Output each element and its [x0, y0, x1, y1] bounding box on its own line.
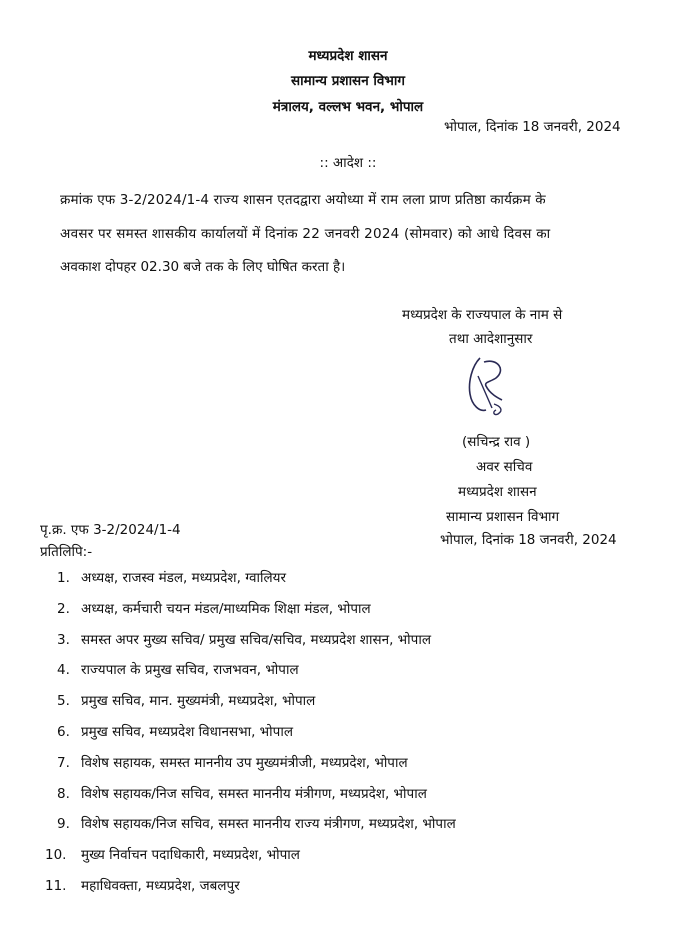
list-item	[57, 630, 456, 661]
list-item-number: 7.	[57, 754, 70, 771]
list-item	[45, 845, 456, 876]
list-item	[57, 722, 456, 753]
order-body-line-2: अवसर पर समस्त शासकीय कार्यालयों में दिनांक 22 जनवरी 2024 (सोमवार) को आधे दिवस का	[60, 226, 551, 242]
list-item-number: 1.	[57, 570, 70, 586]
recipients-list	[45, 568, 456, 907]
list-item-text: मुख्य निर्वाचन पदाधिकारी, मध्यप्रदेश, भोपाल	[81, 847, 300, 864]
order-title: :: आदेश ::	[319, 155, 377, 171]
authority-line-2: तथा आदेशानुसार	[449, 331, 533, 347]
list-item	[57, 599, 456, 630]
list-item	[57, 784, 456, 815]
list-item-text: समस्त अपर मुख्य सचिव/ प्रमुख सचिव/सचिव, मध्यप्रदेश शासन, भोपाल	[81, 631, 431, 648]
signatory-designation: अवर सचिव	[476, 459, 533, 475]
list-item-number: 2.	[57, 600, 70, 617]
order-date: भोपाल, दिनांक 18 जनवरी, 2024	[444, 119, 621, 135]
list-item-number: 5.	[57, 693, 70, 710]
list-item	[57, 814, 456, 845]
copy-to-label: प्रतिलिपि:-	[40, 544, 93, 560]
signature-image	[458, 352, 518, 422]
list-item-text: विशेष सहायक/निज सचिव, समस्त माननीय राज्य मंत्रीगण, मध्यप्रदेश, भोपाल	[81, 816, 456, 833]
authority-line-1: मध्यप्रदेश के राज्यपाल के नाम से	[402, 307, 563, 323]
signatory-name: (सचिन्द्र राव )	[462, 434, 531, 450]
list-item-text: महाधिवक्ता, मध्यप्रदेश, जबलपुर	[81, 877, 240, 894]
list-item-number: 8.	[57, 785, 70, 802]
list-item-number: 6.	[57, 723, 70, 740]
list-item	[57, 691, 456, 722]
order-body-line-1: क्रमांक एफ 3-2/2024/1-4 राज्य शासन एतदद्वारा अयोध्या में राम लला प्राण प्रतिष्ठा कार्यक्रम के	[60, 192, 546, 208]
list-item-text: राज्यपाल के प्रमुख सचिव, राजभवन, भोपाल	[81, 662, 299, 679]
list-item-number: 10.	[45, 847, 67, 864]
list-item-text: प्रमुख सचिव, मान. मुख्यमंत्री, मध्यप्रदेश, भोपाल	[81, 693, 316, 710]
list-item-number: 9.	[57, 816, 70, 833]
list-item-number: 11.	[45, 877, 67, 894]
list-item	[45, 876, 456, 907]
header-address: मंत्रालय, वल्लभ भवन, भोपाल	[272, 99, 424, 115]
list-item-number: 3.	[57, 631, 70, 648]
list-item-text: अध्यक्ष, कर्मचारी चयन मंडल/माध्यमिक शिक्षा मंडल, भोपाल	[81, 600, 371, 617]
list-item-text: विशेष सहायक, समस्त माननीय उप मुख्यमंत्रीजी, मध्यप्रदेश, भोपाल	[81, 754, 408, 771]
signatory-office-1: मध्यप्रदेश शासन	[458, 484, 537, 500]
header-department: सामान्य प्रशासन विभाग	[291, 73, 405, 89]
list-item	[57, 568, 456, 599]
list-item	[57, 753, 456, 784]
order-body-line-3: अवकाश दोपहर 02.30 बजे तक के लिए घोषित करता है।	[60, 259, 346, 275]
endorsement-ref: पृ.क्र. एफ 3-2/2024/1-4	[40, 522, 181, 538]
list-item-text: विशेष सहायक/निज सचिव, समस्त माननीय मंत्रीगण, मध्यप्रदेश, भोपाल	[81, 785, 427, 802]
signatory-date: भोपाल, दिनांक 18 जनवरी, 2024	[440, 532, 617, 548]
list-item	[57, 660, 456, 691]
signatory-office-2: सामान्य प्रशासन विभाग	[446, 509, 560, 525]
header-government: मध्यप्रदेश शासन	[308, 48, 388, 64]
list-item-number: 4.	[57, 662, 70, 679]
list-item-text: अध्यक्ष, राजस्व मंडल, मध्यप्रदेश, ग्वालियर	[81, 570, 286, 586]
list-item-text: प्रमुख सचिव, मध्यप्रदेश विधानसभा, भोपाल	[81, 723, 293, 740]
